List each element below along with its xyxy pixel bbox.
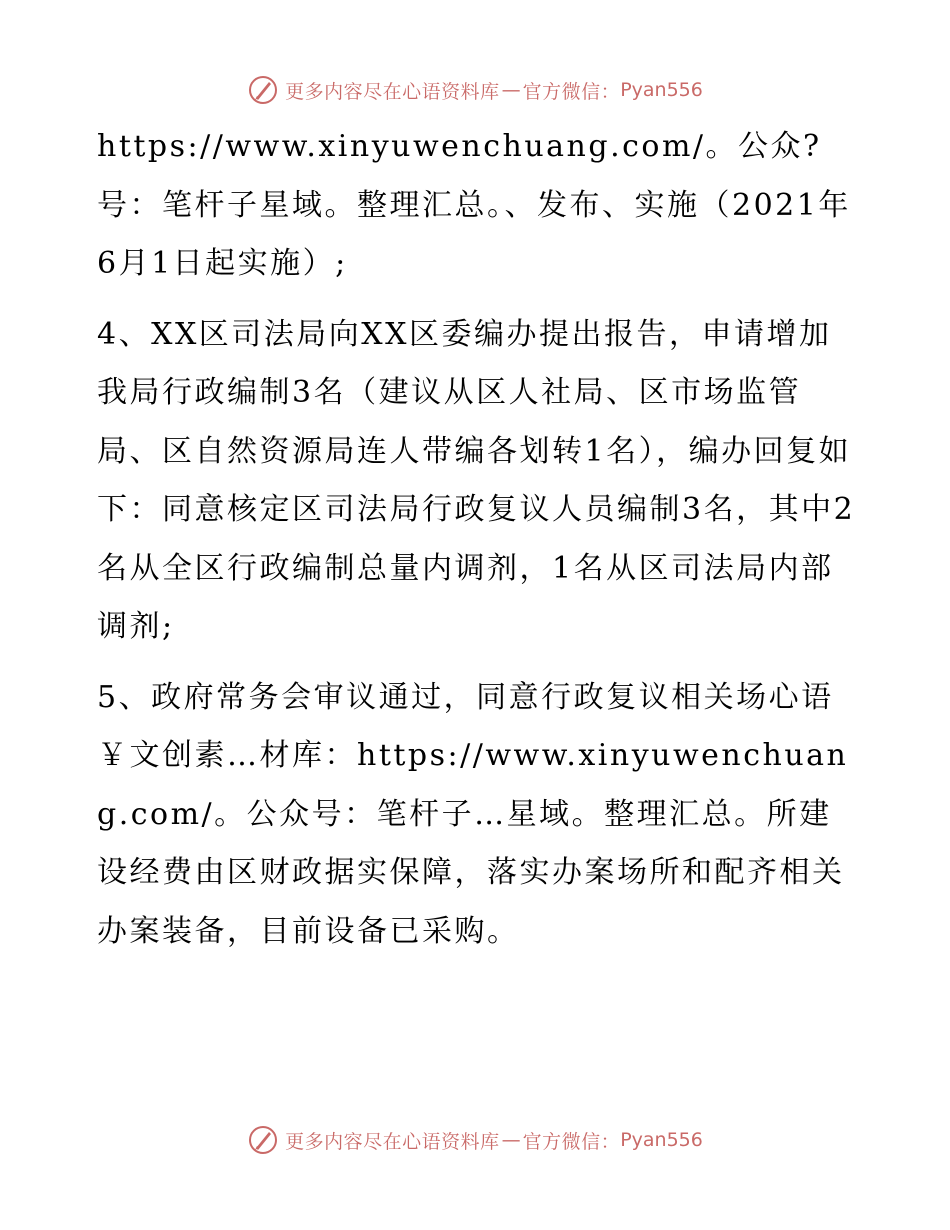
paragraph-item-5: 5、政府常务会审议通过，同意行政复议相关场心语￥文创素…材库：https://www.xinyuwenchuang.com/。公众号：笔杆子…星域。整理汇总。所建设经费由区财政据实保障，落实办案场所和配齐相关办案装备，目前设备已采购。 bbox=[97, 679, 849, 949]
watermark-contact-label: 官方微信： bbox=[522, 80, 621, 103]
watermark-separator: — bbox=[501, 79, 521, 101]
header-watermark bbox=[0, 70, 950, 110]
watermark-text: 更多内容尽在心语资料库 bbox=[285, 80, 500, 103]
quill-logo-icon bbox=[247, 74, 279, 106]
footer-watermark bbox=[0, 1120, 950, 1160]
watermark-text: 更多内容尽在心语资料库 bbox=[285, 1130, 500, 1153]
watermark-separator: — bbox=[501, 1129, 521, 1151]
document-body bbox=[97, 118, 857, 973]
watermark-contact-id: Pyan556 bbox=[620, 1129, 703, 1151]
watermark-contact-id: Pyan556 bbox=[620, 79, 703, 101]
paragraph-item-4: 4、XX区司法局向XX区委编办提出报告，申请增加我局行政编制3名（建议从区人社局、区市场监管局、区自然资源局连人带编各划转1名），编办回复如下：同意核定区司法局行政复议人员编制3名，其中2名从全区行政编制总量内调剂，1名从区司法局内部调剂; bbox=[97, 316, 856, 644]
watermark-contact-label: 官方微信： bbox=[522, 1130, 621, 1153]
quill-logo-icon bbox=[247, 1124, 279, 1156]
paragraph-continued: https://www.xinyuwenchuang.com/。公众?号：笔杆子星域。整理汇总。、发布、实施（2021年6月1日起实施）; bbox=[97, 129, 851, 281]
